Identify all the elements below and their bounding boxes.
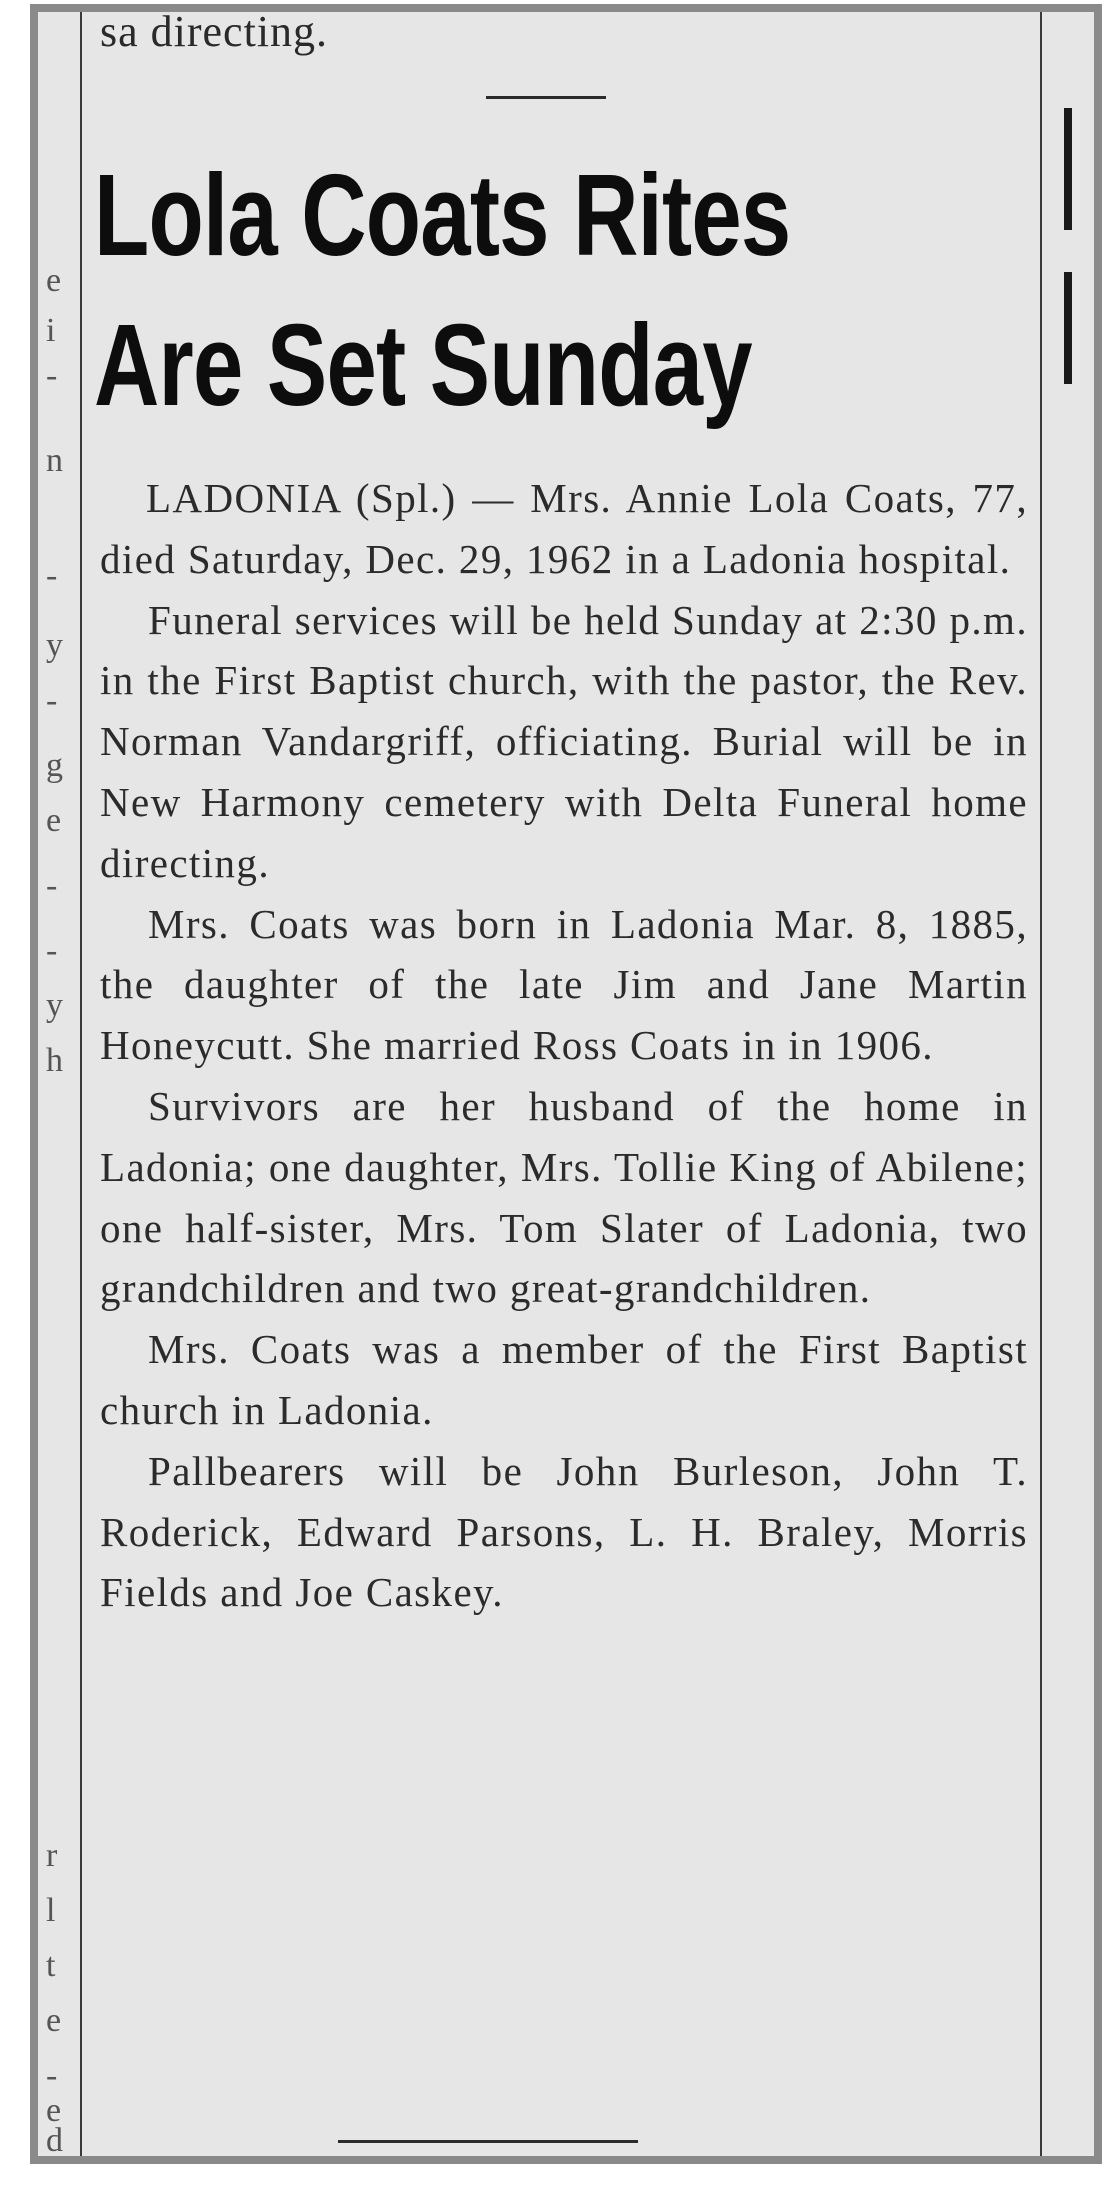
fragment-letter: e — [46, 2092, 62, 2129]
fragment-letter: h — [46, 1042, 63, 1079]
fragment-letter: - — [46, 682, 58, 719]
paragraph-survivors: Survivors are her husband of the home in Ladonia; one daughter, Mrs. Tollie King of Abilene; one half-sister, Mrs. Tom Slater of Ladonia, two grandchildren and two great-grandchildren. — [100, 1082, 1028, 1312]
fragment-letter: t — [46, 1947, 56, 1984]
previous-article-fragment: sa directing. — [100, 7, 329, 56]
fragment-letter: - — [46, 357, 58, 394]
paragraph-birth: Mrs. Coats was born in Ladonia Mar. 8, 1885, the daughter of the late Jim and Jane Martin Honeycutt. She married Ross Coats in in 1906. — [100, 900, 1028, 1069]
column-rule-right — [1040, 12, 1042, 2156]
fragment-letter: n — [46, 442, 63, 479]
paragraph-pallbearers: Pallbearers will be John Burleson, John T. Roderick, Edward Parsons, L. H. Braley, Morris Fields and Joe Caskey. — [100, 1447, 1028, 1616]
headline-line-2: Are Set Sunday — [94, 300, 752, 430]
article-separator-bottom — [338, 2140, 638, 2143]
article-separator-top — [486, 96, 606, 99]
headline-line-1: Lola Coats Rites — [94, 150, 791, 280]
paragraph-dateline: LADONIA (Spl.) — Mrs. Annie Lola Coats, 77, died Saturday, Dec. 29, 1962 in a Ladonia hospital. — [100, 475, 1028, 582]
fragment-letter: d — [46, 2122, 63, 2159]
fragment-letter: y — [46, 627, 63, 664]
fragment-letter: e — [46, 2002, 62, 2039]
headline — [94, 140, 819, 440]
paragraph-funeral: Funeral services will be held Sunday at 2:30 p.m. in the First Baptist church, with the pastor, the Rev. Norman Vandargriff, officiating. Burial will be in New Harmony cemetery with Delta Funeral home directing. — [100, 596, 1028, 886]
column-rule-left — [80, 12, 82, 2156]
fragment-letter: r — [46, 1837, 58, 1874]
fragment-letter: l — [46, 1892, 56, 1929]
fragment-letter: y — [46, 987, 63, 1024]
fragment-letter: i — [46, 312, 56, 349]
adjacent-headline-mark — [1064, 272, 1072, 384]
clipping-frame — [30, 4, 1102, 2164]
fragment-letter: e — [46, 802, 62, 839]
fragment-letter: g — [46, 747, 63, 784]
paragraph-membership: Mrs. Coats was a member of the First Baptist church in Ladonia. — [100, 1326, 1028, 1433]
fragment-letter: e — [46, 262, 62, 299]
adjacent-column-fragments — [40, 12, 74, 2159]
adjacent-headline-mark — [1064, 108, 1072, 230]
article-body — [100, 468, 1028, 1623]
fragment-letter: - — [46, 557, 58, 594]
fragment-letter: - — [46, 932, 58, 969]
fragment-letter: - — [46, 2057, 58, 2094]
fragment-letter: - — [46, 867, 58, 904]
